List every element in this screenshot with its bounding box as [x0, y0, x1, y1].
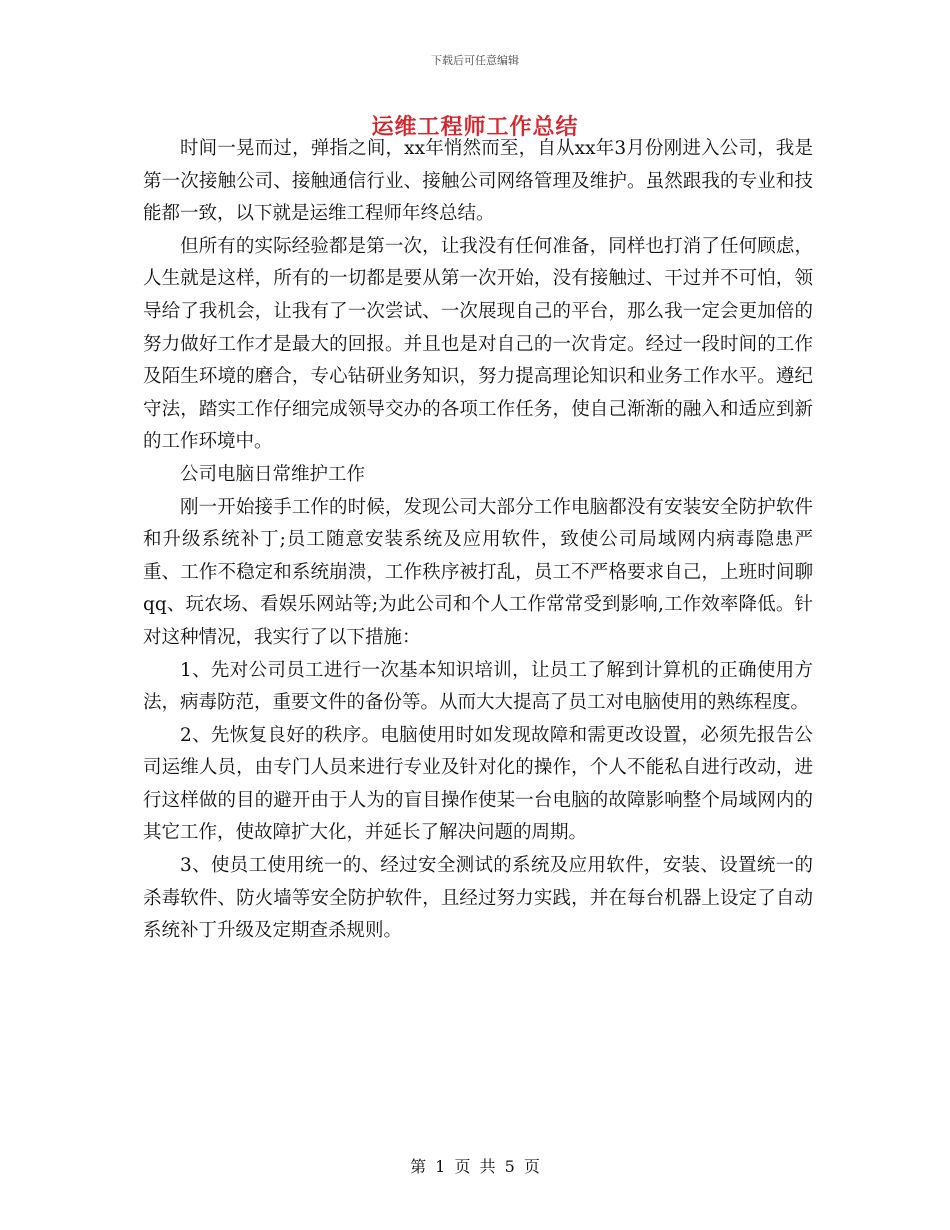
- page-footer: 第 1 页 共 5 页: [410, 1157, 540, 1176]
- paragraph-measure-1: 1、先对公司员工进行一次基本知识培训，让员工了解到计算机的正确使用方法，病毒防范，重要文件的备份等。从而大大提高了员工对电脑使用的熟练程度。: [143, 659, 813, 714]
- paragraph-intro: 时间一晃而过，弹指之间，xx年悄然而至，自从xx年3月份刚进入公司，我是第一次接触公司、接触通信行业、接触公司网络管理及维护。虽然跟我的专业和技能都一致，以下就是运维工程师年终总结。: [143, 138, 813, 225]
- document-title: 运维工程师工作总结: [371, 114, 579, 140]
- paragraph-measure-2: 2、先恢复良好的秩序。电脑使用时如发现故障和需更改设置，必须先报告公司运维人员，由专门人员来进行专业及针对化的操作，个人不能私自进行改动，进行这样做的目的避开由于人为的盲目操作使某一台电脑的故障影响整个局域网内的其它工作，使故障扩大化，并延长了解决问题的周期。: [143, 724, 813, 844]
- document-body: [143, 133, 813, 948]
- header-note: 下载后可任意编辑: [431, 54, 519, 67]
- paragraph-problems: 刚一开始接手工作的时候，发现公司大部分工作电脑都没有安装安全防护软件和升级系统补丁;员工随意安装系统及应用软件，致使公司局域网内病毒隐患严重、工作不稳定和系统崩溃，工作秩序被打乱，员工不严格要求自己，上班时间聊qq、玩农场、看娱乐网站等;为此公司和个人工作常常受到影响,工作效率降低。针对这种情况，我实行了以下措施：: [143, 496, 813, 648]
- section-heading-maintenance: 公司电脑日常维护工作: [180, 463, 366, 485]
- paragraph-experience: 但所有的实际经验都是第一次，让我没有任何准备，同样也打消了任何顾虑，人生就是这样，所有的一切都是要从第一次开始，没有接触过、干过并不可怕，领导给了我机会，让我有了一次尝试、一次展现自己的平台，那么我一定会更加倍的努力做好工作才是最大的回报。并且也是对自己的一次肯定。经过一段时间的工作及陌生环境的磨合，专心钻研业务知识，努力提高理论知识和业务工作水平。遵纪守法，踏实工作仔细完成领导交办的各项工作任务，使自己渐渐的融入和适应到新的工作环境中。: [143, 235, 813, 453]
- paragraph-measure-3: 3、使员工使用统一的、经过安全测试的系统及应用软件，安装、设置统一的杀毒软件、防火墙等安全防护软件，且经过努力实践，并在每台机器上设定了自动系统补丁升级及定期查杀规则。: [143, 855, 813, 942]
